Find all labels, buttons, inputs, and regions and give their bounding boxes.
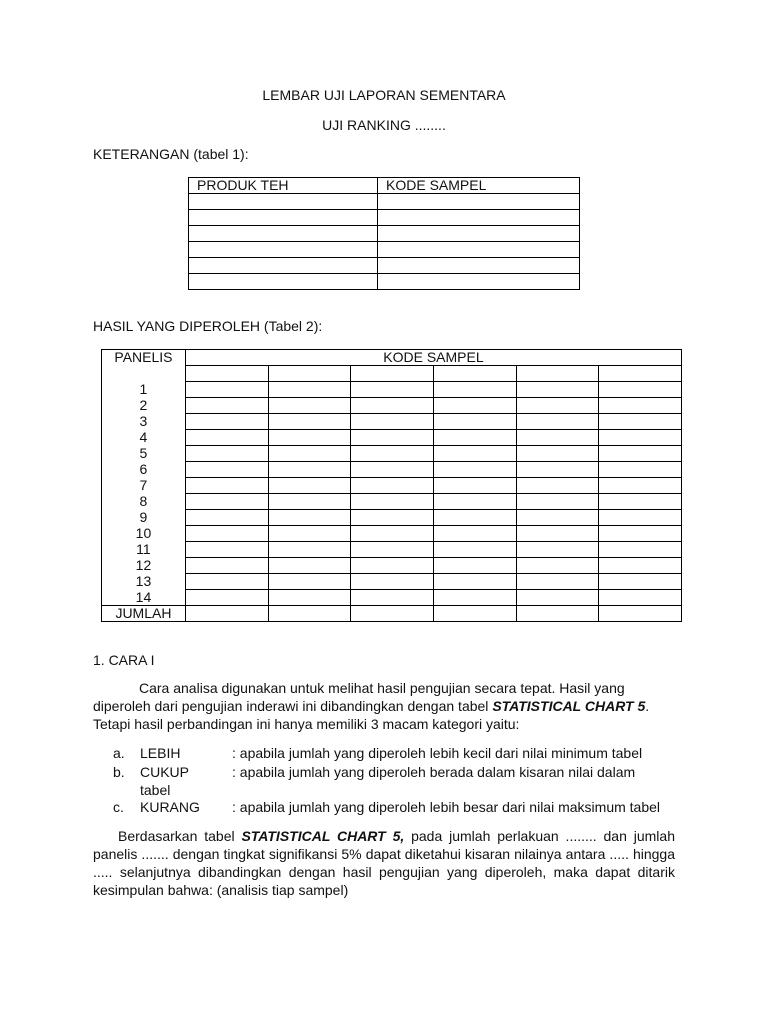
panelis-number: 8 (102, 494, 186, 510)
table-cell (351, 414, 434, 430)
table-cell (599, 446, 682, 462)
table-cell (433, 510, 516, 526)
header-produk-teh: PRODUK TEH (189, 178, 378, 194)
table-cell (268, 542, 351, 558)
category-description: : apabila jumlah yang diperoleh lebih kecil dari nilai minimum tabel (232, 745, 643, 761)
keterangan-heading: KETERANGAN (tabel 1): (93, 146, 249, 162)
category-name: CUKUP (140, 764, 190, 780)
table-row (102, 574, 682, 590)
list-marker: a. (113, 745, 125, 761)
table-cell (351, 462, 434, 478)
table-cell (102, 366, 186, 382)
table-cell (185, 478, 268, 494)
table-row (189, 274, 580, 290)
table-cell (268, 478, 351, 494)
table-cell (599, 590, 682, 606)
table-cell (516, 558, 599, 574)
table-cell (599, 398, 682, 414)
statistical-chart-ref: STATISTICAL CHART 5 (492, 698, 646, 714)
table-row (189, 210, 580, 226)
panelis-number: 14 (102, 590, 186, 606)
table-cell (378, 226, 580, 242)
table-cell (599, 542, 682, 558)
panelis-number: 12 (102, 558, 186, 574)
table-cell (185, 590, 268, 606)
panelis-number: 2 (102, 398, 186, 414)
table-row (102, 446, 682, 462)
list-item-lebih (113, 744, 673, 762)
table-row (102, 414, 682, 430)
paragraph-text: pada jumlah perlakuan ........ dan jumlah panelis ....... dengan tingkat signifikansi 5% dapat diketahui kisaran nilainya antara ..... hingga ..... selanjutnya dibandingkan dengan hasil pengujian yang diperoleh, maka dapat ditarik kesimpulan bahwa: (analisis tiap sampel) (93, 828, 675, 898)
table-cell (433, 590, 516, 606)
hasil-heading: HASIL YANG DIPEROLEH (Tabel 2): (93, 318, 323, 334)
table-hasil (101, 349, 682, 622)
table-cell (351, 574, 434, 590)
list-item-cukup (113, 763, 673, 799)
table-cell (189, 226, 378, 242)
table-cell (185, 574, 268, 590)
paragraph-text: . Tetapi hasil perbandingan ini hanya memiliki 3 macam kategori yaitu: (93, 698, 650, 732)
table-cell (268, 526, 351, 542)
table-cell (268, 462, 351, 478)
panelis-number: 3 (102, 414, 186, 430)
sample-code-cell (268, 366, 351, 382)
panelis-number: 5 (102, 446, 186, 462)
table-cell (268, 446, 351, 462)
table-row (189, 194, 580, 210)
table-cell (185, 430, 268, 446)
table-cell (185, 462, 268, 478)
table-cell (351, 446, 434, 462)
table-cell (351, 430, 434, 446)
panelis-number: 4 (102, 430, 186, 446)
table-keterangan (188, 177, 580, 290)
table-cell (268, 430, 351, 446)
table-cell (351, 606, 434, 622)
paragraph-text: Berdasarkan tabel (118, 828, 242, 844)
panelis-number: 13 (102, 574, 186, 590)
table-row (189, 242, 580, 258)
table-cell (599, 574, 682, 590)
table-cell (516, 606, 599, 622)
table-cell (516, 478, 599, 494)
table-cell (433, 446, 516, 462)
table-cell (351, 510, 434, 526)
table-subheader-row (102, 366, 682, 382)
table-cell (433, 558, 516, 574)
table-cell (268, 510, 351, 526)
table-header-row (189, 178, 580, 194)
table-cell (433, 382, 516, 398)
table-cell (185, 494, 268, 510)
category-description: : apabila jumlah yang diperoleh lebih besar dari nilai maksimum tabel (232, 799, 661, 815)
table-row (102, 526, 682, 542)
category-name: LEBIH (140, 745, 181, 761)
category-description: : apabila jumlah yang diperoleh berada dalam kisaran nilai dalam (232, 764, 636, 780)
table-cell (433, 430, 516, 446)
table-row (102, 430, 682, 446)
table-cell (516, 526, 599, 542)
table-cell (189, 258, 378, 274)
paragraph-text: Cara analisa digunakan untuk melihat hasil pengujian secara tepat. Hasil yang diperoleh dari pengujian inderawi ini dibandingkan dengan tabel (93, 680, 625, 714)
table-cell (189, 194, 378, 210)
cara-heading: 1. CARA I (93, 652, 155, 668)
table-cell (433, 494, 516, 510)
table-cell (378, 242, 580, 258)
table-cell (599, 414, 682, 430)
table-row (102, 462, 682, 478)
sample-code-cell (185, 366, 268, 382)
table-cell (351, 398, 434, 414)
table-row (102, 590, 682, 606)
table-cell (185, 558, 268, 574)
list-marker: b. (113, 764, 125, 780)
list-marker: c. (113, 799, 124, 815)
table-cell (433, 462, 516, 478)
sample-code-cell (516, 366, 599, 382)
table-cell (433, 478, 516, 494)
table-cell (516, 574, 599, 590)
page-subtitle: UJI RANKING ........ (322, 117, 446, 133)
category-name: KURANG (140, 799, 200, 815)
table-cell (351, 590, 434, 606)
table-row (102, 510, 682, 526)
table-cell (433, 574, 516, 590)
table-cell (599, 494, 682, 510)
table-cell (599, 478, 682, 494)
category-description-cont: tabel (140, 782, 171, 798)
table-cell (185, 398, 268, 414)
sample-code-cell (351, 366, 434, 382)
header-panelis: PANELIS (102, 350, 186, 366)
statistical-chart-ref: STATISTICAL CHART 5, (241, 828, 405, 844)
table-row (102, 382, 682, 398)
page-title: LEMBAR UJI LAPORAN SEMENTARA (262, 87, 506, 103)
table-cell (189, 242, 378, 258)
table-row (189, 226, 580, 242)
table-cell (268, 382, 351, 398)
table-cell (185, 446, 268, 462)
table-cell (599, 430, 682, 446)
sample-code-cell (433, 366, 516, 382)
table-header-row (102, 350, 682, 366)
table-cell (599, 526, 682, 542)
table-cell (185, 526, 268, 542)
table-cell (189, 210, 378, 226)
table-cell (185, 510, 268, 526)
table-cell (351, 478, 434, 494)
table-cell (378, 210, 580, 226)
table-cell (433, 398, 516, 414)
table-cell (351, 558, 434, 574)
table-cell (599, 558, 682, 574)
panelis-number: 7 (102, 478, 186, 494)
table-cell (516, 510, 599, 526)
table-row (102, 494, 682, 510)
table-cell (185, 382, 268, 398)
panelis-number: 9 (102, 510, 186, 526)
table-cell (268, 414, 351, 430)
table-cell (189, 274, 378, 290)
table-cell (599, 606, 682, 622)
table-cell (268, 590, 351, 606)
table-cell (516, 398, 599, 414)
table-cell (185, 542, 268, 558)
table-cell (351, 494, 434, 510)
table-cell (433, 542, 516, 558)
table-row (102, 478, 682, 494)
table-cell (378, 274, 580, 290)
table-cell (433, 414, 516, 430)
table-row (189, 258, 580, 274)
table-cell (516, 494, 599, 510)
table-cell (268, 494, 351, 510)
table-cell (268, 558, 351, 574)
table-cell (516, 542, 599, 558)
table-row (102, 542, 682, 558)
table-cell (268, 398, 351, 414)
table-cell (185, 606, 268, 622)
table-cell (516, 414, 599, 430)
paragraph-berdasarkan (93, 827, 675, 899)
table-cell (268, 606, 351, 622)
header-kode-sampel: KODE SAMPEL (185, 350, 681, 366)
table-row (102, 398, 682, 414)
table-cell (516, 430, 599, 446)
table-cell (599, 382, 682, 398)
total-label: JUMLAH (102, 606, 186, 622)
table-cell (351, 526, 434, 542)
panelis-number: 1 (102, 382, 186, 398)
table-cell (185, 414, 268, 430)
table-cell (378, 258, 580, 274)
table-cell (268, 574, 351, 590)
table-cell (351, 542, 434, 558)
table-cell (516, 382, 599, 398)
table-cell (599, 510, 682, 526)
table-cell (433, 606, 516, 622)
header-kode-sampel: KODE SAMPEL (378, 178, 580, 194)
total-row (102, 606, 682, 622)
list-item-kurang (113, 798, 673, 816)
table-cell (351, 382, 434, 398)
panelis-number: 10 (102, 526, 186, 542)
table-cell (516, 446, 599, 462)
panelis-number: 11 (102, 542, 186, 558)
table-cell (378, 194, 580, 210)
table-cell (516, 462, 599, 478)
table-row (102, 558, 682, 574)
sample-code-cell (599, 366, 682, 382)
paragraph-cara-i (93, 679, 675, 733)
table-cell (433, 526, 516, 542)
table-cell (516, 590, 599, 606)
panelis-number: 6 (102, 462, 186, 478)
table-cell (599, 462, 682, 478)
